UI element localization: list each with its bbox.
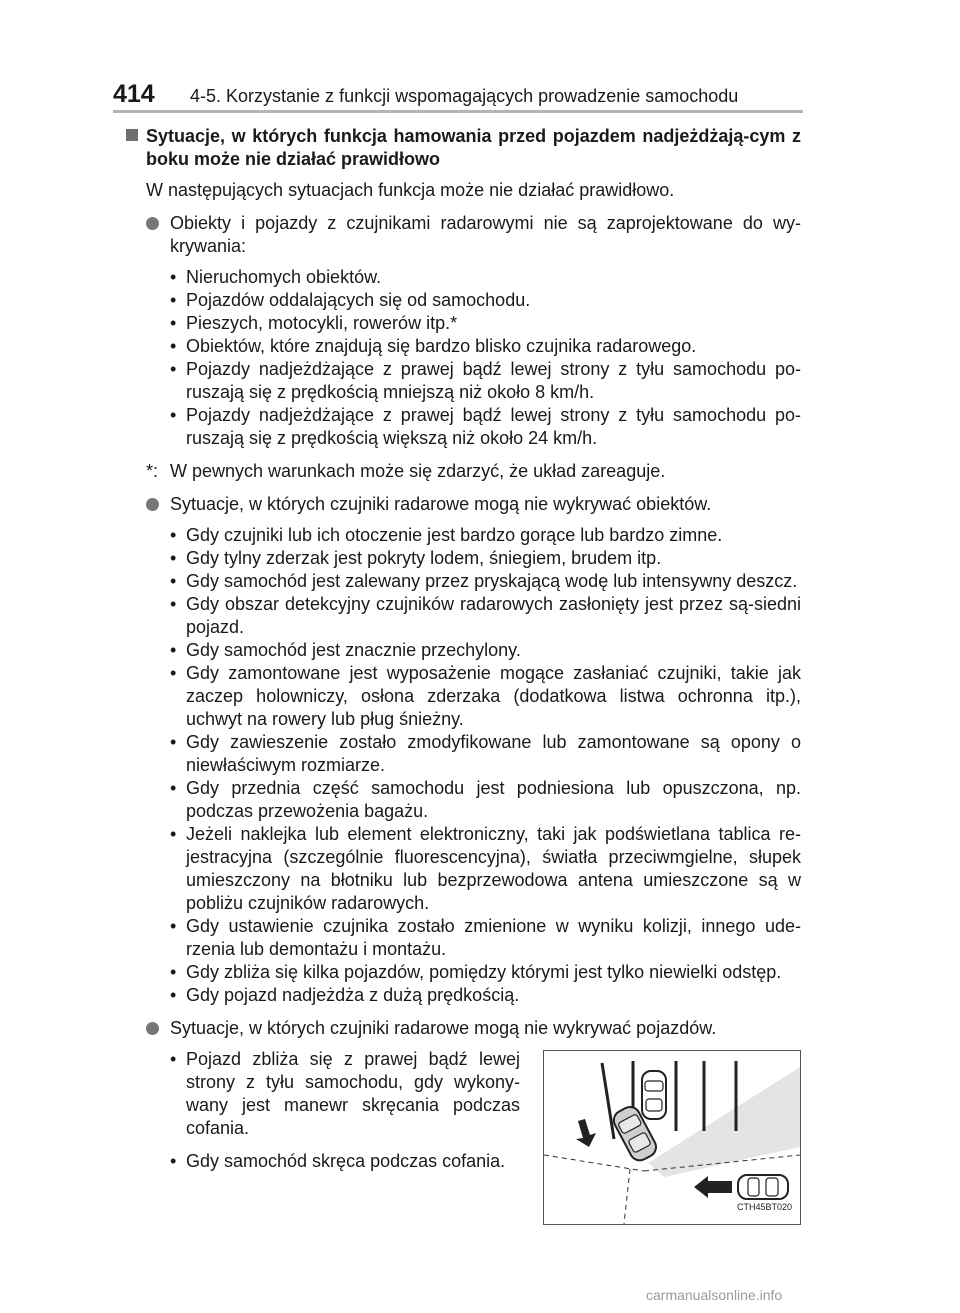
list-item: • Gdy ustawienie czujnika zostało zmienione w wyniku kolizji, innego ude-rzenia lub demontażu i montażu. xyxy=(170,915,801,961)
parking-line xyxy=(602,1063,614,1139)
list-item: • Gdy samochód jest znacznie przechylony. xyxy=(170,639,801,662)
figure-section xyxy=(126,1048,801,1225)
road-boundary xyxy=(624,1169,630,1224)
page-header xyxy=(113,80,738,109)
chapter-title: 4-5. Korzystanie z funkcji wspomagających prowadzenie samochodu xyxy=(190,86,739,106)
circle-bullet-icon xyxy=(146,498,159,511)
bullet-objects xyxy=(126,212,801,258)
list-item: • Pieszych, motocykli, rowerów itp.* xyxy=(170,312,801,335)
radar-zone xyxy=(648,1067,800,1177)
list-item: • Nieruchomych obiektów. xyxy=(170,266,801,289)
parking-diagram xyxy=(543,1050,801,1225)
bullet-vehicle-situations xyxy=(126,1017,801,1040)
footnote-text: W pewnych warunkach może się zdarzyć, że układ zareaguje. xyxy=(170,461,666,481)
list-item: • Gdy samochód jest zalewany przez pryskającą wodę lub intensywny deszcz. xyxy=(170,570,801,593)
list-item: • Gdy przednia część samochodu jest podniesiona lub opuszczona, np. podczas przewożenia bagażu. xyxy=(170,777,801,823)
figure-code: CTH45BT020 xyxy=(736,1202,792,1212)
page-content xyxy=(126,125,801,1225)
vehicle-situations-list xyxy=(126,1048,520,1225)
bullet-sensor-situations xyxy=(126,493,801,516)
list-item: • Pojazdy nadjeżdżające z prawej bądź lewej strony z tyłu samochodu po-ruszają się z prędkością mniejszą niż około 8 km/h. xyxy=(170,358,801,404)
road-boundary xyxy=(544,1155,644,1171)
approach-arrow xyxy=(694,1176,732,1198)
watermark: carmanualsonline.info xyxy=(646,1287,783,1303)
list-item: • Pojazdów oddalających się od samochodu. xyxy=(170,289,801,312)
list-item: • Gdy zbliża się kilka pojazdów, pomiędzy którymi jest tylko niewielki odstęp. xyxy=(170,961,801,984)
bullet-text: Sytuacje, w których czujniki radarowe mogą nie wykrywać pojazdów. xyxy=(170,1018,717,1038)
sensor-situations-list xyxy=(126,524,801,1007)
bullet-text: Sytuacje, w których czujniki radarowe mogą nie wykrywać obiektów. xyxy=(170,494,712,514)
circle-bullet-icon xyxy=(146,1022,159,1035)
bullet-text: Obiekty i pojazdy z czujnikami radarowymi nie są zaprojektowane do wy-krywania: xyxy=(170,213,801,256)
list-item: • Gdy tylny zderzak jest pokryty lodem, śniegiem, brudem itp. xyxy=(170,547,801,570)
objects-list xyxy=(126,266,801,450)
header-divider xyxy=(113,110,803,113)
list-item: • Pojazd zbliża się z prawej bądź lewej strony z tyłu samochodu, gdy wykony-wany jest manewr skręcania podczas cofania. xyxy=(170,1048,520,1140)
footnote-mark: *: xyxy=(146,461,159,481)
section-heading-text: Sytuacje, w których funkcja hamowania przed pojazdem nadjeżdżają-cym z boku może nie działać prawidłowo xyxy=(146,126,801,169)
list-item: • Gdy zamontowane jest wyposażenie mogące zasłaniać czujniki, takie jak zaczep holowniczy, osłona zderzaka (dodatkowa listwa ochronna itp.), uchwyt na rowery lub pług śnieżny. xyxy=(170,662,801,731)
section-intro: W następujących sytuacjach funkcja może nie działać prawidłowo. xyxy=(146,180,675,200)
parked-car xyxy=(642,1071,666,1119)
list-item: • Jeżeli naklejka lub element elektroniczny, taki jak podświetlana tablica re-jestracyjna (szczególnie fluorescencyjna), światła przeciwmgielne, słupek umieszczony na błotniku lub bezprzewodowa antena umieszczone są w pobliżu czujników radarowych. xyxy=(170,823,801,915)
section-heading xyxy=(126,125,801,171)
list-item: • Pojazdy nadjeżdżające z prawej bądź lewej strony z tyłu samochodu po-ruszają się z prędkością większą niż około 24 km/h. xyxy=(170,404,801,450)
footnote xyxy=(126,460,801,483)
reverse-arrow xyxy=(576,1119,596,1147)
list-item: • Gdy obszar detekcyjny czujników radarowych zasłonięty jest przez są-siedni pojazd. xyxy=(170,593,801,639)
list-item: • Gdy czujniki lub ich otoczenie jest bardzo gorące lub bardzo zimne. xyxy=(170,524,801,547)
list-item: • Obiektów, które znajdują się bardzo blisko czujnika radarowego. xyxy=(170,335,801,358)
list-item: • Gdy pojazd nadjeżdża z dużą prędkością. xyxy=(170,984,801,1007)
list-item: • Gdy samochód skręca podczas cofania. xyxy=(170,1150,520,1173)
circle-bullet-icon xyxy=(146,217,159,230)
page-number: 414 xyxy=(113,80,155,108)
list-item: • Gdy zawieszenie zostało zmodyfikowane lub zamontowane są opony o niewłaściwym rozmiarze. xyxy=(170,731,801,777)
square-bullet-icon xyxy=(126,129,138,141)
